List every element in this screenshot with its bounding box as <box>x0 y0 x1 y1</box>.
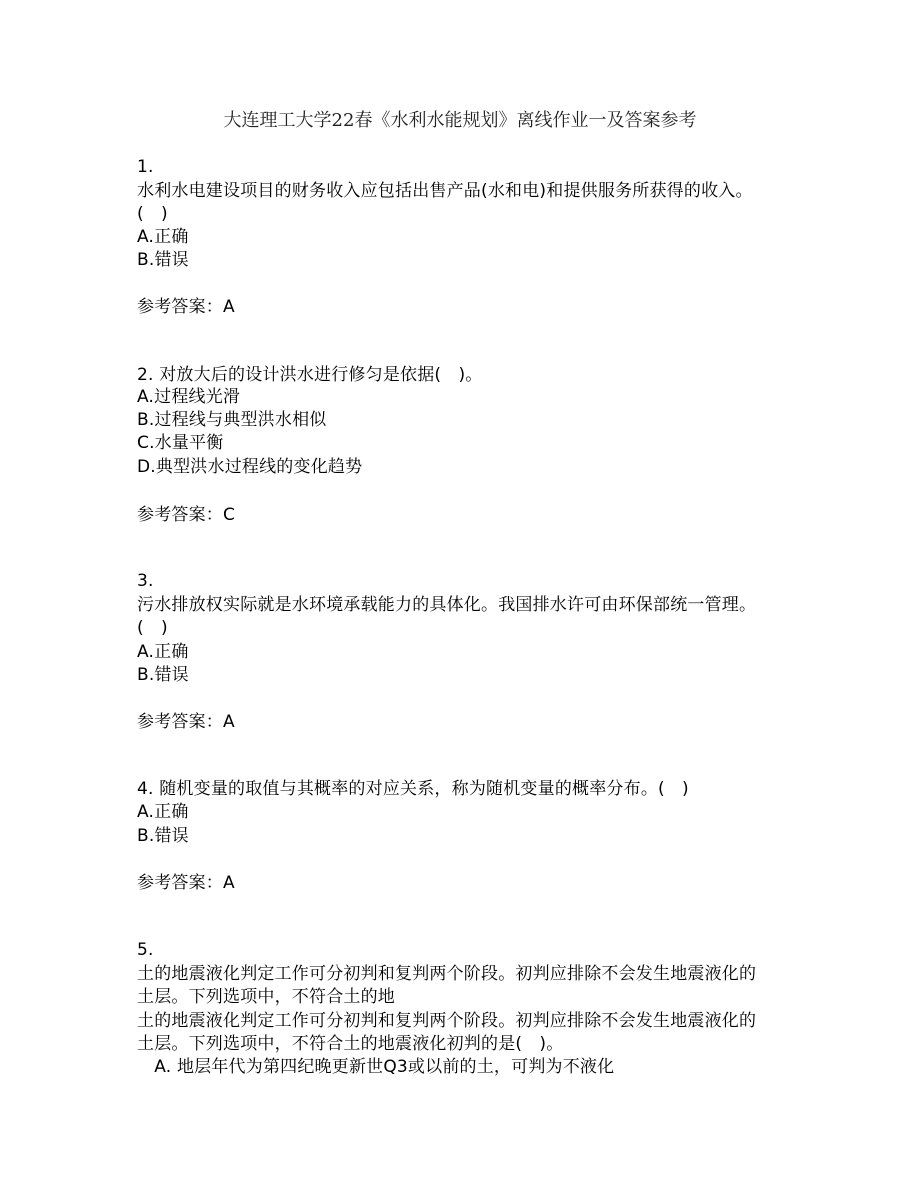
option: B.错误 <box>137 826 189 846</box>
answer: 参考答案：A <box>137 873 235 893</box>
document-title: 大连理工大学22春《水利水能规划》离线作业一及答案参考 <box>223 110 697 131</box>
question-stem: ( ) <box>137 204 168 224</box>
question-stem: 土层。下列选项中，不符合土的地 <box>137 987 395 1007</box>
question-stem: 4. 随机变量的取值与其概率的对应关系，称为随机变量的概率分布。( ) <box>137 779 689 799</box>
answer: 参考答案：A <box>137 297 235 317</box>
question-stem: 污水排放权实际就是水环境承载能力的具体化。我国排水许可由环保部统一管理。 <box>137 595 757 615</box>
question-stem: 水利水电建设项目的财务收入应包括出售产品(水和电)和提供服务所获得的收入。 <box>137 181 753 201</box>
option: B.过程线与典型洪水相似 <box>137 410 327 430</box>
option: B.错误 <box>137 250 189 270</box>
option: B.错误 <box>137 665 189 685</box>
question-stem: 土层。下列选项中，不符合土的地震液化初判的是( )。 <box>137 1034 564 1054</box>
question-number: 5. <box>137 940 154 960</box>
answer: 参考答案：C <box>137 505 236 525</box>
question-stem: ( ) <box>137 618 168 638</box>
answer: 参考答案：A <box>137 712 235 732</box>
option: A.正确 <box>137 227 189 247</box>
question-stem: 土的地震液化判定工作可分初判和复判两个阶段。初判应排除不会发生地震液化的 <box>137 964 757 984</box>
option: D.典型洪水过程线的变化趋势 <box>137 457 363 477</box>
question-stem: 土的地震液化判定工作可分初判和复判两个阶段。初判应排除不会发生地震液化的 <box>137 1011 757 1031</box>
option: C.水量平衡 <box>137 433 224 453</box>
question-number: 3. <box>137 571 154 591</box>
question-stem: 2. 对放大后的设计洪水进行修匀是依据( )。 <box>137 365 483 385</box>
option: A. 地层年代为第四纪晚更新世Q3或以前的土，可判为不液化 <box>137 1057 615 1077</box>
option: A.正确 <box>137 642 189 662</box>
option: A.过程线光滑 <box>137 387 241 407</box>
option: A.正确 <box>137 802 189 822</box>
question-number: 1. <box>137 157 154 177</box>
